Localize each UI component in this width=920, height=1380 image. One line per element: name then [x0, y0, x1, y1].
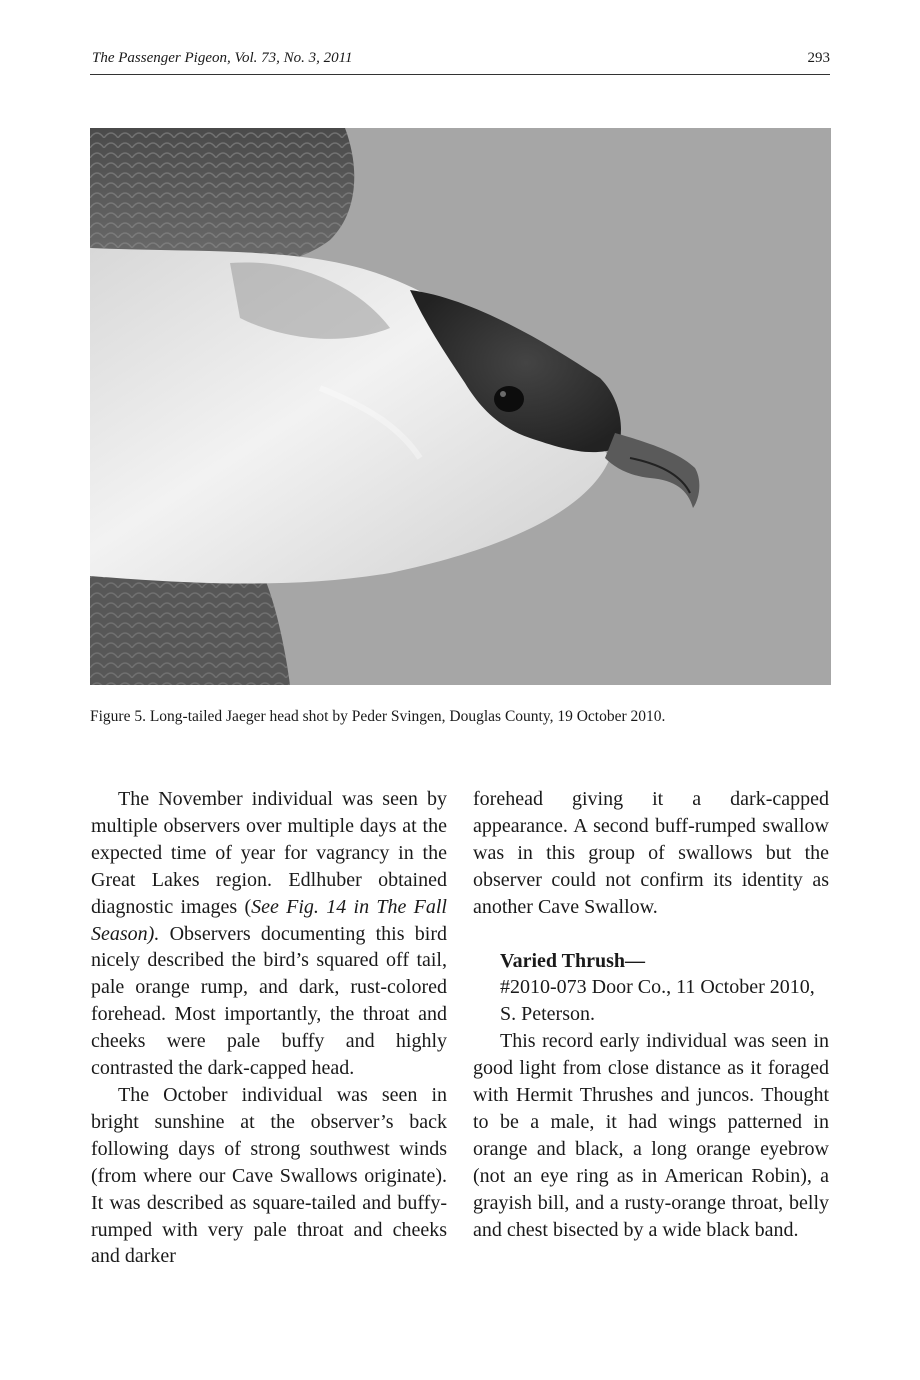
left-p1-text-b: Observers documenting this bird nicely described the bird’s squared off tail, pale orange rump, and dark, rust-colored forehead. Most importantly, the throat and cheeks were pale buffy and highly contrasted the dark-capped head.: [91, 922, 447, 1080]
figure-caption: Figure 5. Long-tailed Jaeger head shot by Peder Svingen, Douglas County, 19 October 2010.: [90, 708, 666, 725]
right-paragraph-1: forehead giving it a dark-capped appearance. A second buff-rumped swallow was in this group of swallows but the observer could not confirm its identity as another Cave Swallow.: [473, 788, 829, 918]
left-p1-text-a: The November individual was seen by multiple observers over multiple days at the expected time of year for vagrancy in the Great Lakes region. Edlhuber obtained diagnostic images (: [91, 788, 447, 918]
jaeger-photo: [90, 128, 831, 685]
section-heading: Varied Thrush—: [500, 949, 646, 972]
left-column: [91, 786, 447, 1270]
right-paragraph-2: This record early individual was seen in good light from close distance as it foraged with Hermit Thrushes and juncos. Thought to be a male, it had wings patterned in orange and black, a long orange eyebrow (not an eye ring as in American Robin), a grayish bill, and a rusty-orange throat, belly and chest bisected by a wide black band.: [473, 1030, 829, 1241]
observer-name: S. Peterson.: [500, 1003, 595, 1026]
journal-title: The Passenger Pigeon, Vol. 73, No. 3, 2011: [92, 50, 353, 66]
page-number: 293: [807, 50, 830, 66]
section-gap: [473, 921, 829, 948]
right-column: [473, 786, 829, 1244]
record-line: #2010-073 Door Co., 11 October 2010,: [500, 976, 815, 999]
left-paragraph-1: [91, 786, 447, 1082]
running-header: [90, 50, 830, 75]
left-p1-italic: See Fig. 14 in The Fall Season).: [91, 895, 447, 945]
left-paragraph-2: The October individual was seen in bright sunshine at the observer’s back following days of strong southwest winds (from where our Cave Swallows originate). It was described as square-tailed and buffy-rumped with very pale throat and cheeks and darker: [91, 1083, 447, 1268]
